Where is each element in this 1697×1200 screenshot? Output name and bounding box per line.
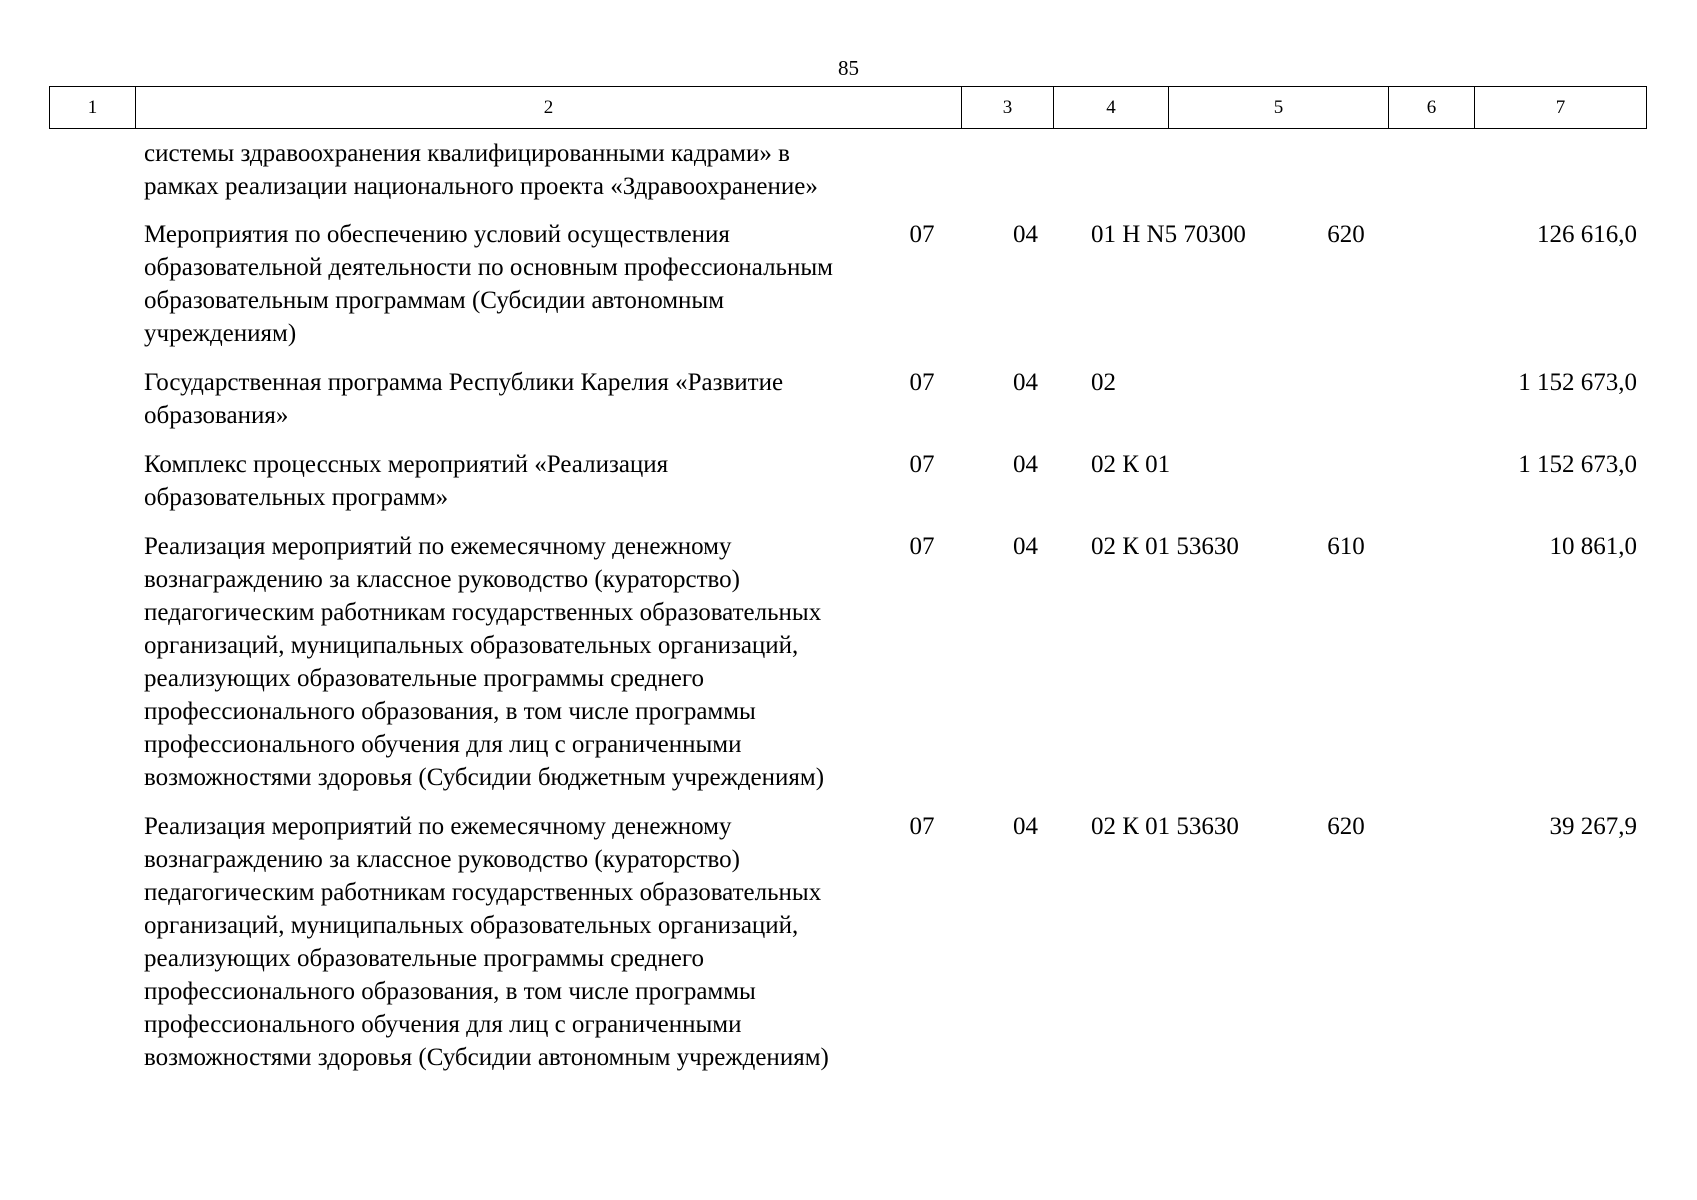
header-cell-6: 6 — [1389, 87, 1475, 129]
row-target-article: 02 К 01 53630 — [1091, 533, 1239, 560]
row-expense-type: 620 — [1327, 813, 1365, 840]
row-amount: 1 152 673,0 — [1518, 451, 1637, 478]
row-name: Реализация мероприятий по ежемесячному денежному вознаграждению за классное руководство (кураторство) педагогическим работникам государственных образовательных организаций, муниципальных образовательных организаций, реализующих образовательные программы среднего профессионального образования, в том числе программы профессионального обучения для лиц с ограниченными возможностями здоровья (Субсидии бюджетным учреждениям) — [144, 533, 825, 791]
header-cell-7: 7 — [1475, 87, 1647, 129]
table-row — [49, 448, 1646, 514]
table-row — [49, 530, 1646, 794]
row-target-article: 02 К 01 — [1091, 451, 1171, 478]
row-subsection: 04 — [1013, 221, 1038, 248]
row-subsection: 04 — [1013, 369, 1038, 396]
row-target-article: 02 К 01 53630 — [1091, 813, 1239, 840]
table-body — [49, 137, 1646, 1090]
header-cell-2: 2 — [136, 87, 962, 129]
row-subsection: 04 — [1013, 451, 1038, 478]
row-section: 07 — [909, 221, 935, 248]
row-expense-type: 610 — [1327, 533, 1365, 560]
header-cell-4: 4 — [1054, 87, 1169, 129]
row-name: Комплекс процессных мероприятий «Реализация образовательных программ» — [144, 451, 669, 511]
header-cell-1: 1 — [50, 87, 136, 129]
continuation-text: системы здравоохранения квалифицированными кадрами» в рамках реализации национального проекта «Здравоохранение» — [144, 140, 818, 200]
row-name: Реализация мероприятий по ежемесячному денежному вознаграждению за классное руководство (кураторство) педагогическим работникам государственных образовательных организаций, муниципальных образовательных организаций, реализующих образовательные программы среднего профессионального образования, в том числе программы профессионального обучения для лиц с ограниченными возможностями здоровья (Субсидии автономным учреждениям) — [144, 813, 829, 1071]
table-row — [49, 810, 1646, 1074]
row-amount: 126 616,0 — [1537, 221, 1637, 248]
page-number: 85 — [838, 56, 859, 80]
row-expense-type: 620 — [1327, 221, 1365, 248]
row-amount: 10 861,0 — [1549, 533, 1637, 560]
row-expense-type — [1303, 448, 1389, 514]
header-row — [50, 87, 1647, 129]
row-target-article: 02 — [1091, 369, 1116, 396]
row-expense-type — [1303, 366, 1389, 432]
row-subsection: 04 — [1013, 533, 1038, 560]
row-name: Государственная программа Республики Карелия «Развитие образования» — [144, 369, 784, 429]
continuation-row — [49, 137, 1646, 203]
row-section: 07 — [909, 451, 935, 478]
row-section: 07 — [909, 369, 935, 396]
header-cell-5: 5 — [1169, 87, 1389, 129]
table-row — [49, 218, 1646, 350]
row-name: Мероприятия по обеспечению условий осуществления образовательной деятельности по основным профессиональным образовательным программам (Субсидии автономным учреждениям) — [144, 221, 833, 347]
row-subsection: 04 — [1013, 813, 1038, 840]
header-cell-3: 3 — [962, 87, 1054, 129]
row-amount: 1 152 673,0 — [1518, 369, 1637, 396]
row-amount: 39 267,9 — [1549, 813, 1637, 840]
column-number-header — [49, 86, 1647, 129]
row-section: 07 — [909, 813, 935, 840]
table-row — [49, 366, 1646, 432]
row-section: 07 — [909, 533, 935, 560]
row-target-article: 01 Н N5 70300 — [1091, 221, 1246, 248]
